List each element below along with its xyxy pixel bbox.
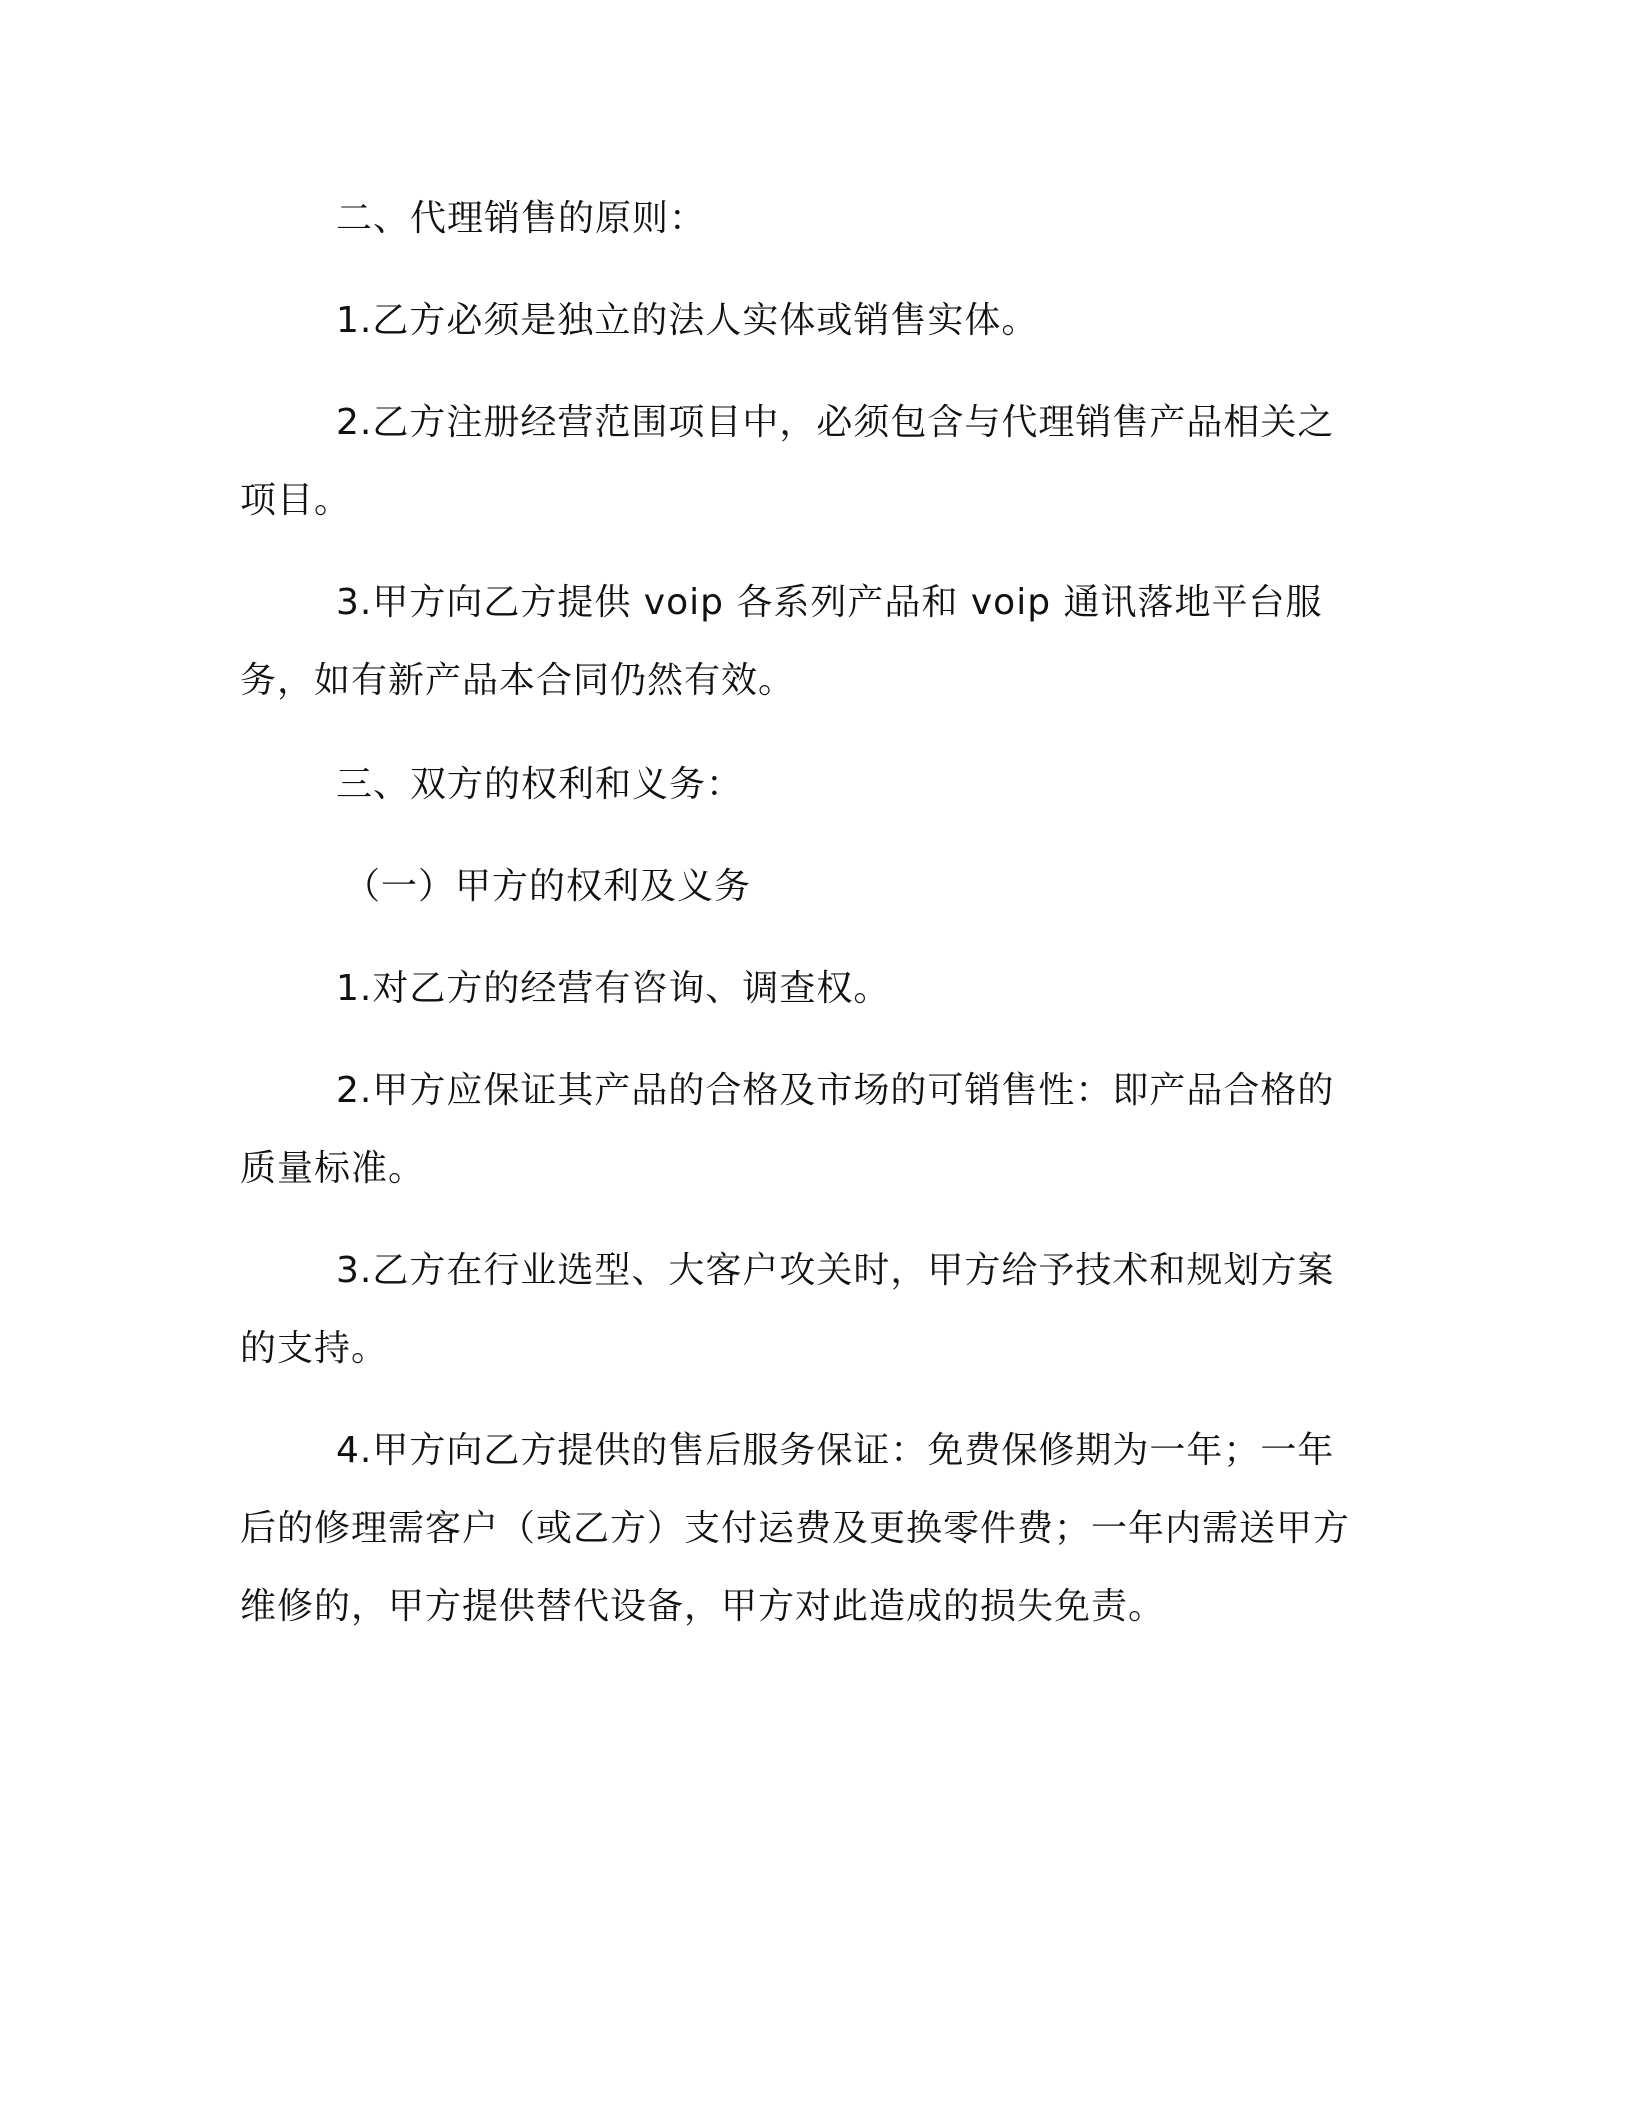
clause-paragraph: 3.甲方向乙方提供 voip 各系列产品和 voip 通讯落地平台服务，如有新产品本合同仍然有效。	[240, 582, 1323, 701]
clause-paragraph: 3.乙方在行业选型、大客户攻关时，甲方给予技术和规划方案的支持。	[240, 1250, 1335, 1369]
clause-paragraph: 1.乙方必须是独立的法人实体或销售实体。	[336, 300, 1039, 341]
clause-paragraph: 1.对乙方的经营有咨询、调查权。	[336, 968, 891, 1009]
subsection-heading-party-a: （一）甲方的权利及义务	[344, 866, 752, 907]
section-heading-principles: 二、代理销售的原则：	[336, 198, 707, 239]
clause-paragraph: 4.甲方向乙方提供的售后服务保证：免费保修期为一年；一年后的修理需客户（或乙方）支付运费及更换零件费；一年内需送甲方维修的，甲方提供替代设备，甲方对此造成的损失免责。	[240, 1430, 1351, 1627]
section-heading-rights: 三、双方的权利和义务：	[336, 764, 744, 805]
clause-paragraph: 2.乙方注册经营范围项目中，必须包含与代理销售产品相关之项目。	[240, 402, 1335, 521]
clause-paragraph: 2.甲方应保证其产品的合格及市场的可销售性：即产品合格的质量标准。	[240, 1070, 1335, 1189]
